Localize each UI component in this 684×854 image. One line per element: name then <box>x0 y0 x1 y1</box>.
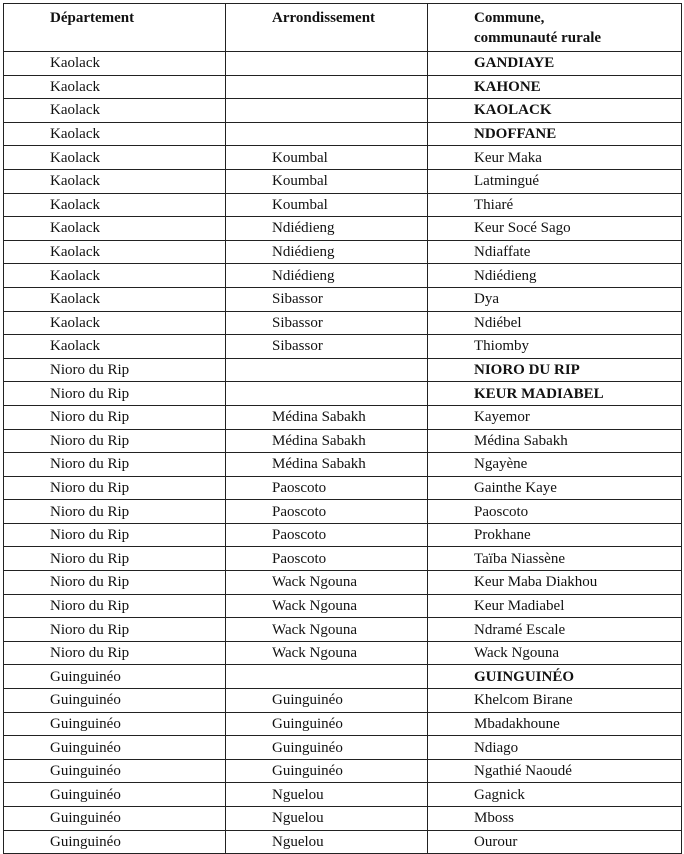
cell-arrondissement: Ndiédieng <box>226 264 428 288</box>
cell-arrondissement: Wack Ngouna <box>226 594 428 618</box>
cell-arrondissement: Wack Ngouna <box>226 618 428 642</box>
table-row <box>4 335 682 359</box>
cell-departement: Kaolack <box>4 264 226 288</box>
cell-arrondissement <box>226 75 428 99</box>
cell-commune: Ngathié Naoudé <box>428 759 682 783</box>
cell-commune: Ourour <box>428 830 682 854</box>
cell-departement: Nioro du Rip <box>4 358 226 382</box>
cell-arrondissement: Nguelou <box>226 807 428 831</box>
cell-departement: Nioro du Rip <box>4 476 226 500</box>
cell-arrondissement: Médina Sabakh <box>226 453 428 477</box>
header-departement: Département <box>4 4 226 52</box>
cell-departement: Nioro du Rip <box>4 618 226 642</box>
cell-commune: Ndiédieng <box>428 264 682 288</box>
cell-departement: Kaolack <box>4 193 226 217</box>
header-arrondissement: Arrondissement <box>226 4 428 52</box>
header-commune-line2: communauté rurale <box>474 30 602 46</box>
cell-commune: NDOFFANE <box>428 122 682 146</box>
cell-commune: Thiaré <box>428 193 682 217</box>
cell-departement: Guinguinéo <box>4 783 226 807</box>
cell-departement: Kaolack <box>4 99 226 123</box>
cell-departement: Kaolack <box>4 75 226 99</box>
cell-commune: KAHONE <box>428 75 682 99</box>
header-commune <box>428 4 682 52</box>
table-row <box>4 217 682 241</box>
cell-departement: Nioro du Rip <box>4 571 226 595</box>
cell-arrondissement <box>226 665 428 689</box>
table-row <box>4 712 682 736</box>
cell-arrondissement: Guinguinéo <box>226 712 428 736</box>
communes-table <box>3 3 682 854</box>
cell-commune: Gainthe Kaye <box>428 476 682 500</box>
cell-arrondissement: Sibassor <box>226 287 428 311</box>
cell-commune: Kayemor <box>428 405 682 429</box>
table-row <box>4 122 682 146</box>
table-row <box>4 618 682 642</box>
table-row <box>4 358 682 382</box>
table-row <box>4 264 682 288</box>
table-row <box>4 453 682 477</box>
cell-commune: Ndiaffate <box>428 240 682 264</box>
cell-departement: Nioro du Rip <box>4 547 226 571</box>
table-row <box>4 429 682 453</box>
cell-commune: Latmingué <box>428 169 682 193</box>
table-row <box>4 193 682 217</box>
cell-departement: Guinguinéo <box>4 759 226 783</box>
cell-arrondissement: Guinguinéo <box>226 759 428 783</box>
cell-commune: Keur Maka <box>428 146 682 170</box>
cell-commune: Ndramé Escale <box>428 618 682 642</box>
cell-departement: Nioro du Rip <box>4 429 226 453</box>
table-row <box>4 75 682 99</box>
cell-commune: Keur Maba Diakhou <box>428 571 682 595</box>
table-row <box>4 240 682 264</box>
cell-departement: Kaolack <box>4 169 226 193</box>
cell-arrondissement: Paoscoto <box>226 547 428 571</box>
table-row <box>4 311 682 335</box>
cell-departement: Kaolack <box>4 287 226 311</box>
cell-arrondissement <box>226 358 428 382</box>
table-row <box>4 830 682 854</box>
table-row <box>4 665 682 689</box>
table-row <box>4 736 682 760</box>
cell-arrondissement <box>226 52 428 76</box>
cell-departement: Nioro du Rip <box>4 405 226 429</box>
cell-arrondissement: Koumbal <box>226 193 428 217</box>
table-row <box>4 287 682 311</box>
cell-commune: Taïba Niassène <box>428 547 682 571</box>
cell-arrondissement <box>226 122 428 146</box>
cell-arrondissement: Wack Ngouna <box>226 641 428 665</box>
cell-departement: Nioro du Rip <box>4 594 226 618</box>
cell-departement: Guinguinéo <box>4 807 226 831</box>
cell-departement: Nioro du Rip <box>4 500 226 524</box>
table-row <box>4 547 682 571</box>
table-row <box>4 594 682 618</box>
cell-departement: Nioro du Rip <box>4 641 226 665</box>
cell-arrondissement: Koumbal <box>226 169 428 193</box>
cell-commune: Ndiago <box>428 736 682 760</box>
cell-commune: KEUR MADIABEL <box>428 382 682 406</box>
cell-arrondissement: Guinguinéo <box>226 736 428 760</box>
table-row <box>4 641 682 665</box>
cell-departement: Guinguinéo <box>4 736 226 760</box>
table-row <box>4 807 682 831</box>
cell-arrondissement: Guinguinéo <box>226 689 428 713</box>
cell-arrondissement: Paoscoto <box>226 476 428 500</box>
cell-arrondissement: Ndiédieng <box>226 217 428 241</box>
table-row <box>4 523 682 547</box>
table-row <box>4 169 682 193</box>
cell-departement: Kaolack <box>4 335 226 359</box>
cell-arrondissement: Ndiédieng <box>226 240 428 264</box>
cell-commune: Wack Ngouna <box>428 641 682 665</box>
table-row <box>4 500 682 524</box>
cell-commune: Ngayène <box>428 453 682 477</box>
table-row <box>4 783 682 807</box>
header-row <box>4 4 682 52</box>
cell-arrondissement: Sibassor <box>226 335 428 359</box>
cell-departement: Nioro du Rip <box>4 523 226 547</box>
cell-commune: Mboss <box>428 807 682 831</box>
cell-departement: Guinguinéo <box>4 830 226 854</box>
table-row <box>4 759 682 783</box>
cell-commune: Keur Socé Sago <box>428 217 682 241</box>
cell-departement: Nioro du Rip <box>4 453 226 477</box>
cell-departement: Kaolack <box>4 311 226 335</box>
cell-commune: NIORO DU RIP <box>428 358 682 382</box>
cell-commune: Paoscoto <box>428 500 682 524</box>
table-row <box>4 52 682 76</box>
cell-departement: Guinguinéo <box>4 665 226 689</box>
table-row <box>4 476 682 500</box>
table-body <box>4 52 682 854</box>
cell-commune: Prokhane <box>428 523 682 547</box>
cell-arrondissement: Nguelou <box>226 783 428 807</box>
cell-arrondissement: Médina Sabakh <box>226 405 428 429</box>
cell-commune: Khelcom Birane <box>428 689 682 713</box>
cell-arrondissement <box>226 99 428 123</box>
cell-commune: GUINGUINÉO <box>428 665 682 689</box>
cell-commune: Ndiébel <box>428 311 682 335</box>
table-row <box>4 382 682 406</box>
cell-departement: Nioro du Rip <box>4 382 226 406</box>
cell-arrondissement: Wack Ngouna <box>226 571 428 595</box>
cell-departement: Guinguinéo <box>4 712 226 736</box>
cell-arrondissement: Sibassor <box>226 311 428 335</box>
cell-commune: Mbadakhoune <box>428 712 682 736</box>
cell-commune: Keur Madiabel <box>428 594 682 618</box>
cell-commune: KAOLACK <box>428 99 682 123</box>
header-commune-line1: Commune, <box>474 10 545 26</box>
cell-departement: Kaolack <box>4 146 226 170</box>
cell-departement: Guinguinéo <box>4 689 226 713</box>
cell-departement: Kaolack <box>4 217 226 241</box>
cell-commune: Gagnick <box>428 783 682 807</box>
cell-commune: Dya <box>428 287 682 311</box>
table-row <box>4 689 682 713</box>
cell-arrondissement <box>226 382 428 406</box>
cell-commune: Médina Sabakh <box>428 429 682 453</box>
cell-commune: GANDIAYE <box>428 52 682 76</box>
cell-arrondissement: Paoscoto <box>226 523 428 547</box>
table-row <box>4 405 682 429</box>
cell-arrondissement: Koumbal <box>226 146 428 170</box>
cell-departement: Kaolack <box>4 52 226 76</box>
cell-arrondissement: Médina Sabakh <box>226 429 428 453</box>
table-row <box>4 571 682 595</box>
cell-departement: Kaolack <box>4 240 226 264</box>
table-row <box>4 146 682 170</box>
table-row <box>4 99 682 123</box>
cell-arrondissement: Paoscoto <box>226 500 428 524</box>
cell-departement: Kaolack <box>4 122 226 146</box>
cell-commune: Thiomby <box>428 335 682 359</box>
cell-arrondissement: Nguelou <box>226 830 428 854</box>
